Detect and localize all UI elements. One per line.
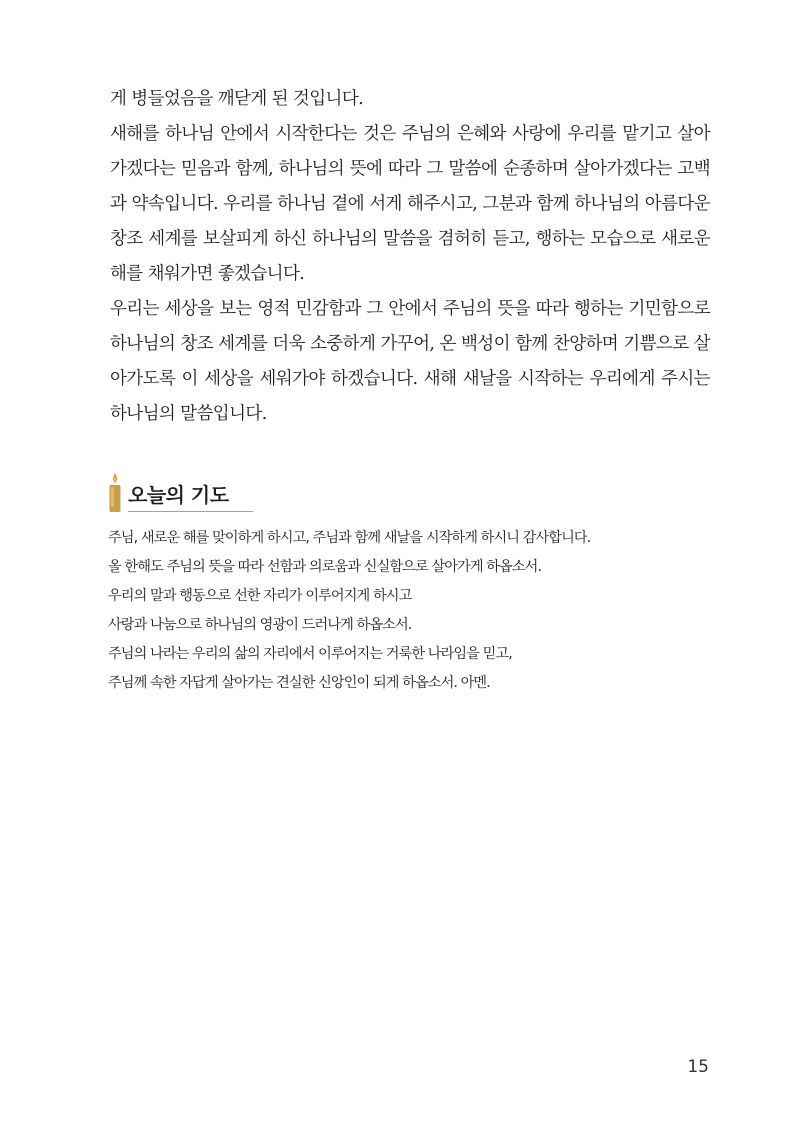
prayer-line: 주님의 나라는 우리의 삶의 자리에서 이루어지는 거룩한 나라임을 믿고,	[108, 646, 512, 662]
prayer-lines	[108, 524, 708, 698]
prayer-line: 주님께 속한 자답게 살아가는 견실한 신앙인이 되게 하옵소서. 아멘.	[108, 675, 490, 691]
body-text	[110, 82, 710, 432]
paragraph: 새해를 하나님 안에서 시작한다는 것은 주님의 은혜와 사랑에 우리를 맡기고 살아가겠다는 믿음과 함께, 하나님의 뜻에 따라 그 말씀에 순종하며 살아가겠다는 고백과 약속입니다. 우리를 하나님 곁에 서게 해주시고, 그분과 함께 하나님의 아름다운 창조 세계를 보살피게 하신 하나님의 말씀을 겸허히 듣고, 행하는 모습으로 새로운 해를 채워가면 좋겠습니다.	[110, 124, 710, 284]
prayer-title-underline	[128, 479, 253, 512]
paragraph: 우리는 세상을 보는 영적 민감함과 그 안에서 주님의 뜻을 따라 행하는 기민함으로 하나님의 창조 세계를 더욱 소중하게 가꾸어, 온 백성이 함께 찬양하며 기쁨으로 살아가도록 이 세상을 세워가야 하겠습니다. 새해 새날을 시작하는 우리에게 주시는 하나님의 말씀입니다.	[110, 299, 710, 424]
prayer-title: 오늘의 기도	[128, 483, 229, 507]
paragraph: 게 병들었음을 깨닫게 된 것입니다.	[110, 89, 364, 109]
prayer-line: 주님, 새로운 해를 맞이하게 하시고, 주님과 함께 새날을 시작하게 하시니 감사합니다.	[108, 530, 591, 546]
candle-icon	[108, 472, 122, 512]
prayer-header	[108, 470, 708, 512]
page-number: 15	[687, 1057, 709, 1077]
prayer-section	[108, 470, 708, 698]
prayer-line: 우리의 말과 행동으로 선한 자리가 이루어지게 하시고	[108, 588, 412, 604]
prayer-line: 올 한해도 주님의 뜻을 따라 선함과 의로움과 신실함으로 살아가게 하옵소서.	[108, 559, 542, 575]
prayer-line: 사랑과 나눔으로 하나님의 영광이 드러나게 하옵소서.	[108, 617, 412, 633]
